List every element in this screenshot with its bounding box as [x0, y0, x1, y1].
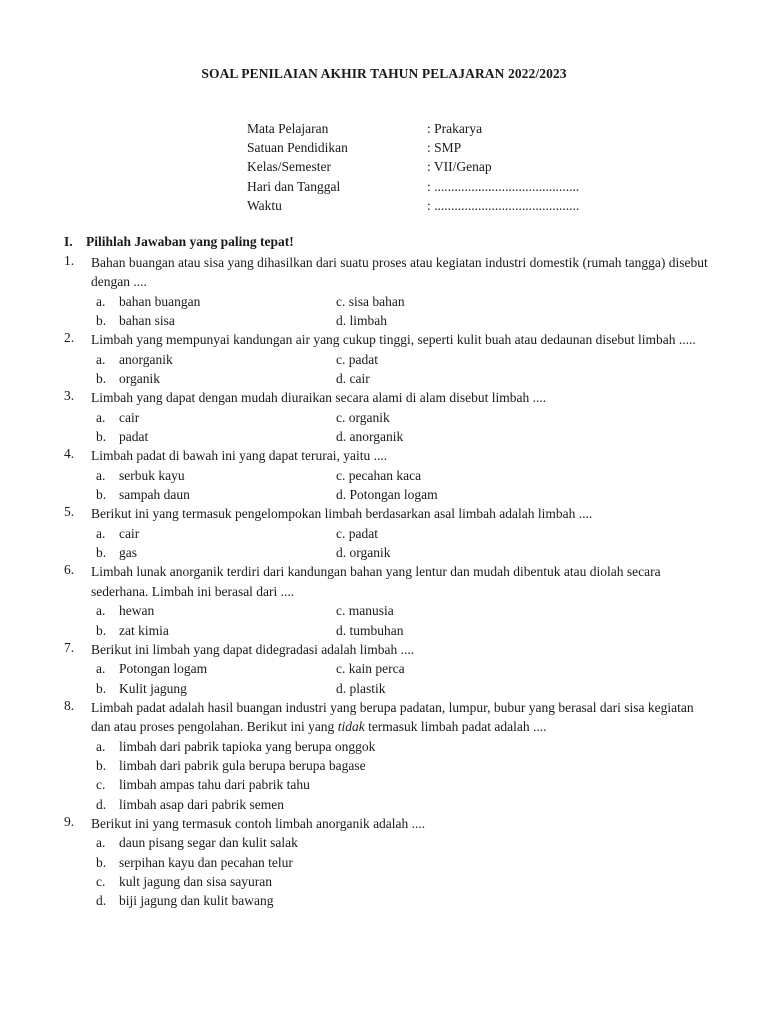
info-value: : VII/Genap [427, 159, 492, 175]
question-number: 9. [64, 813, 75, 829]
answer-option[interactable]: b. sampah daun [96, 487, 190, 503]
answer-option[interactable]: a. hewan [96, 603, 155, 619]
answer-option[interactable]: a. bahan buangan [96, 293, 201, 309]
answer-options [96, 601, 768, 640]
info-row-school-level [247, 138, 579, 157]
question-text: Berikut ini yang termasuk pengelompokan limbah berdasarkan asal limbah adalah limbah .... [91, 506, 593, 522]
answer-option[interactable]: c. kult jagung dan sisa sayuran [96, 873, 272, 889]
info-value: : SMP [427, 140, 462, 156]
answer-option[interactable]: b. serpihan kayu dan pecahan telur [96, 854, 293, 870]
question-number: 5. [64, 504, 75, 520]
question-number: 2. [64, 330, 75, 346]
question-item [0, 814, 768, 911]
answer-option[interactable]: c. limbah ampas tahu dari pabrik tahu [96, 777, 310, 793]
question-item [0, 388, 768, 446]
section-heading [64, 234, 294, 250]
answer-option[interactable]: d. plastik [336, 680, 386, 696]
question-list [0, 253, 768, 910]
question-number: 1. [64, 253, 75, 268]
answer-option[interactable]: b. organik [96, 371, 160, 387]
info-label: Hari dan Tanggal [247, 178, 341, 194]
question-text: Limbah padat adalah hasil buangan industri yang berupa padatan, lumpur, bubur yang berasal dari sisa kegiatan dan atau proses pengolahan. Berikut ini yang tidak termasuk limbah padat adalah .... [91, 699, 694, 735]
question-item [0, 562, 768, 639]
answer-option[interactable]: d. cair [336, 371, 370, 387]
info-label: Satuan Pendidikan [247, 140, 348, 156]
question-item [0, 330, 768, 388]
answer-option[interactable]: d. biji jagung dan kulit bawang [96, 893, 274, 909]
question-item [0, 640, 768, 698]
question-text: Limbah yang dapat dengan mudah diuraikan secara alami di alam disebut limbah .... [91, 390, 547, 406]
question-number: 8. [64, 697, 75, 713]
info-label: Mata Pelajaran [247, 121, 329, 136]
question-text: Bahan buangan atau sisa yang dihasilkan dari suatu proses atau kegiatan industri domestik (rumah tangga) disebut dengan .... [91, 255, 708, 290]
question-text: Limbah padat di bawah ini yang dapat terurai, yaitu .... [91, 448, 388, 464]
answer-option[interactable]: b. limbah dari pabrik gula berupa berupa bagase [96, 757, 366, 773]
section-instruction: Pilihlah Jawaban yang paling tepat! [86, 234, 294, 249]
answer-options [96, 466, 768, 505]
info-value: : ........................................... [427, 178, 580, 194]
question-item [0, 253, 768, 330]
answer-option[interactable]: a. cair [96, 409, 140, 425]
answer-option[interactable]: a. daun pisang segar dan kulit salak [96, 835, 298, 851]
question-item [0, 504, 768, 562]
question-number: 4. [64, 446, 75, 462]
answer-option[interactable]: c. pecahan kaca [336, 467, 422, 483]
emphasis-word: tidak [337, 719, 365, 735]
info-row-time [247, 196, 579, 215]
info-value: : ........................................... [427, 197, 580, 213]
answer-option[interactable]: c. organik [336, 409, 390, 425]
question-item [0, 698, 768, 814]
question-number: 7. [64, 639, 75, 655]
answer-options [96, 659, 768, 698]
answer-option[interactable]: b. gas [96, 545, 137, 561]
info-row-subject [247, 119, 579, 138]
answer-option[interactable]: c. manusia [336, 603, 394, 619]
question-number: 3. [64, 388, 75, 404]
answer-option[interactable]: d. limbah [336, 313, 387, 329]
answer-option[interactable]: d. anorganik [336, 429, 404, 445]
answer-options [96, 833, 768, 910]
answer-option[interactable]: c. padat [336, 351, 378, 367]
answer-option[interactable]: b. bahan sisa [96, 313, 175, 329]
answer-option[interactable]: b. zat kimia [96, 622, 169, 638]
answer-option[interactable]: b. Kulit jagung [96, 680, 187, 696]
answer-option[interactable]: b. padat [96, 429, 149, 445]
info-label: Waktu [247, 197, 282, 213]
answer-options [96, 408, 768, 447]
answer-options [96, 292, 768, 331]
question-number: 6. [64, 562, 75, 578]
answer-options [96, 350, 768, 389]
info-row-class-semester [247, 157, 579, 176]
section-number: I. [64, 234, 73, 249]
answer-option[interactable]: d. Potongan logam [336, 487, 438, 503]
answer-option[interactable]: c. kain perca [336, 661, 405, 677]
info-row-date [247, 177, 579, 196]
page-title: SOAL PENILAIAN AKHIR TAHUN PELAJARAN 2022/2023 [201, 66, 567, 81]
info-value: : Prakarya [427, 121, 483, 136]
question-text: Limbah lunak anorganik terdiri dari kandungan bahan yang lentur dan mudah dibentuk atau diolah secara sederhana. Limbah ini berasal dari .... [91, 564, 661, 599]
question-text: Berikut ini yang termasuk contoh limbah anorganik adalah .... [91, 815, 426, 831]
question-text: Limbah yang mempunyai kandungan air yang cukup tinggi, seperti kulit buah atau dedaunan disebut limbah ..... [91, 332, 696, 348]
answer-option[interactable]: c. padat [336, 525, 378, 541]
answer-option[interactable]: c. sisa bahan [336, 293, 405, 309]
answer-option[interactable]: a. Potongan logam [96, 661, 208, 677]
answer-option[interactable]: d. organik [336, 545, 391, 561]
exam-info [247, 119, 579, 215]
answer-options [96, 524, 768, 563]
question-text: Berikut ini limbah yang dapat didegradasi adalah limbah .... [91, 641, 415, 657]
answer-option[interactable]: a. cair [96, 525, 140, 541]
info-label: Kelas/Semester [247, 159, 331, 175]
answer-option[interactable]: a. anorganik [96, 351, 173, 367]
answer-option[interactable]: a. serbuk kayu [96, 467, 185, 483]
question-item [0, 446, 768, 504]
answer-options [96, 737, 768, 814]
answer-option[interactable]: a. limbah dari pabrik tapioka yang berupa onggok [96, 738, 376, 754]
answer-option[interactable]: d. tumbuhan [336, 622, 404, 638]
answer-option[interactable]: d. limbah asap dari pabrik semen [96, 796, 284, 812]
